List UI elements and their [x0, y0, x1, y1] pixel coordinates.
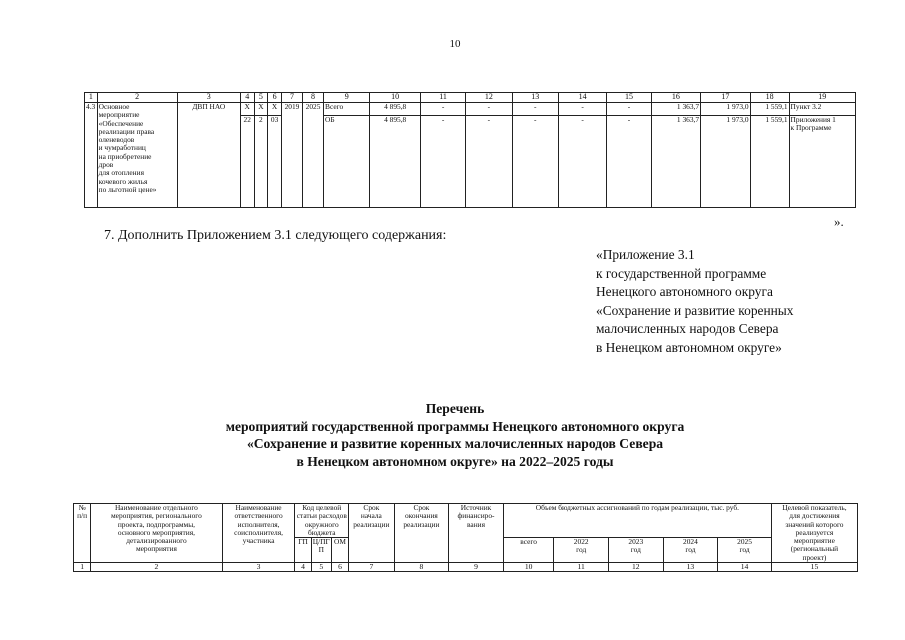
- header-year-2024: 2024 год: [663, 538, 718, 563]
- column-number: 6: [331, 562, 348, 572]
- value-cell: -: [420, 116, 465, 208]
- header-cell: 5: [254, 93, 268, 103]
- closing-quote: ».: [834, 214, 844, 229]
- value-cell: -: [420, 103, 465, 116]
- value-cell: -: [512, 116, 558, 208]
- total-cell: 4 895,8: [370, 116, 421, 208]
- column-number: 10: [503, 562, 554, 572]
- header-gp: ГП: [295, 538, 311, 563]
- column-number: 15: [771, 562, 857, 572]
- document-title: Перечень мероприятий государственной программы Ненецкого автономного округа «Сохранение и развитие коренных малочисленных народов Севера в Ненецком автономном округе» на 2022–2025 годы: [225, 401, 685, 469]
- header-cell: 17: [701, 93, 751, 103]
- value-cell: -: [466, 103, 512, 116]
- reference-cell: Пункт 3.2: [789, 103, 855, 116]
- header-tsgp: Ц/ПГ П: [311, 538, 331, 563]
- header-cell: 15: [607, 93, 651, 103]
- header-cell: 7: [281, 93, 302, 103]
- appendix-heading: «Приложение 3.1 к государственной программе Ненецкого автономного округа «Сохранение и развитие коренных малочисленных народов Севера в Ненецком автономном округе»: [596, 247, 794, 355]
- start-year-cell: 2019: [281, 103, 302, 208]
- header-cell: 1: [85, 93, 98, 103]
- total-cell: 4 895,8: [370, 103, 421, 116]
- source-cell: Всего: [324, 103, 370, 116]
- column-number: 4: [295, 562, 311, 572]
- header-source: Источник финансиро- вания: [449, 504, 504, 563]
- header-code: Код целевой статьи расходов окружного бюджета: [296, 503, 347, 537]
- page-number: 10: [449, 38, 461, 50]
- reference-cell: Приложения 1 к Программе: [789, 116, 855, 208]
- measure-name-cell: Основное мероприятие «Обеспечение реализации права оленеводов и чумработниц на приобретение дров для отопления кочевого жилья по льготной цене»: [97, 103, 177, 208]
- header-cell: 11: [420, 93, 465, 103]
- row-number: 4.3: [85, 103, 98, 208]
- header-cell: 2: [97, 93, 177, 103]
- end-year-cell: 2025: [302, 103, 323, 208]
- source-cell: ОБ: [324, 116, 370, 208]
- instruction-paragraph: 7. Дополнить Приложением 3.1 следующего содержания:: [104, 228, 447, 243]
- column-number: 3: [222, 562, 295, 572]
- upper-table: [84, 92, 856, 208]
- header-cell: 18: [750, 93, 789, 103]
- table-row: [85, 103, 856, 116]
- column-number: 14: [718, 562, 772, 572]
- value-cell: 1 973,0: [701, 103, 751, 116]
- value-cell: -: [466, 116, 512, 208]
- value-cell: -: [607, 103, 651, 116]
- executor-cell: ДВП НАО: [177, 103, 240, 208]
- lower-table: [73, 503, 858, 572]
- value-cell: 1 559,1: [750, 116, 789, 208]
- code-sub-cell: 2: [254, 116, 268, 208]
- value-cell: -: [607, 116, 651, 208]
- column-number: 1: [74, 562, 91, 572]
- header-num: № п/п: [74, 504, 91, 563]
- value-cell: 1 559,1: [750, 103, 789, 116]
- header-year-2023: 2023 год: [609, 538, 664, 563]
- header-cell: 16: [651, 93, 701, 103]
- header-start: Срок начала реализации: [349, 504, 395, 563]
- header-cell: 3: [177, 93, 240, 103]
- header-year-2025: 2025 год: [718, 538, 772, 563]
- value-cell: 1 363,7: [651, 116, 701, 208]
- value-cell: -: [558, 116, 606, 208]
- code-om-cell: 03: [268, 116, 282, 208]
- value-cell: 1 973,0: [701, 116, 751, 208]
- code-gp-cell: X: [240, 103, 254, 116]
- code-om-cell: X: [268, 103, 282, 116]
- column-number: 8: [394, 562, 449, 572]
- column-number: 5: [311, 562, 331, 572]
- code-sub-cell: X: [254, 103, 268, 116]
- lower-header-row: [74, 504, 858, 538]
- column-number: 13: [663, 562, 718, 572]
- header-target: Целевой показатель, для достижения значений которого реализуется мероприятие (региональный проект): [771, 504, 857, 563]
- header-cell: 4: [240, 93, 254, 103]
- column-number: 9: [449, 562, 504, 572]
- column-number: 11: [554, 562, 609, 572]
- header-total: всего: [503, 538, 554, 563]
- header-cell: 9: [324, 93, 370, 103]
- value-cell: -: [512, 103, 558, 116]
- column-number: 2: [91, 562, 222, 572]
- header-cell: 10: [370, 93, 421, 103]
- column-number-row: [74, 562, 858, 572]
- header-om: ОМ: [331, 538, 348, 563]
- code-gp-cell: 22: [240, 116, 254, 208]
- value-cell: -: [558, 103, 606, 116]
- header-cell: 8: [302, 93, 323, 103]
- header-cell: 12: [466, 93, 512, 103]
- header-cell: 13: [512, 93, 558, 103]
- header-volume: Объем бюджетных ассигнований по годам реализации, тыс. руб.: [503, 504, 771, 538]
- header-end: Срок окончания реализации: [394, 504, 449, 563]
- value-cell: 1 363,7: [651, 103, 701, 116]
- upper-table-header-row: [85, 93, 856, 103]
- header-cell: 14: [558, 93, 606, 103]
- header-executor: Наименование ответственного исполнителя, соисполнителя, участника: [222, 504, 295, 563]
- header-year-2022: 2022 год: [554, 538, 609, 563]
- column-number: 7: [349, 562, 395, 572]
- column-number: 12: [609, 562, 664, 572]
- header-cell: 19: [789, 93, 855, 103]
- header-cell: 6: [268, 93, 282, 103]
- header-name: Наименование отдельного мероприятия, регионального проекта, подпрограммы, основного мероприятия, детализированного мероприятия: [91, 504, 222, 563]
